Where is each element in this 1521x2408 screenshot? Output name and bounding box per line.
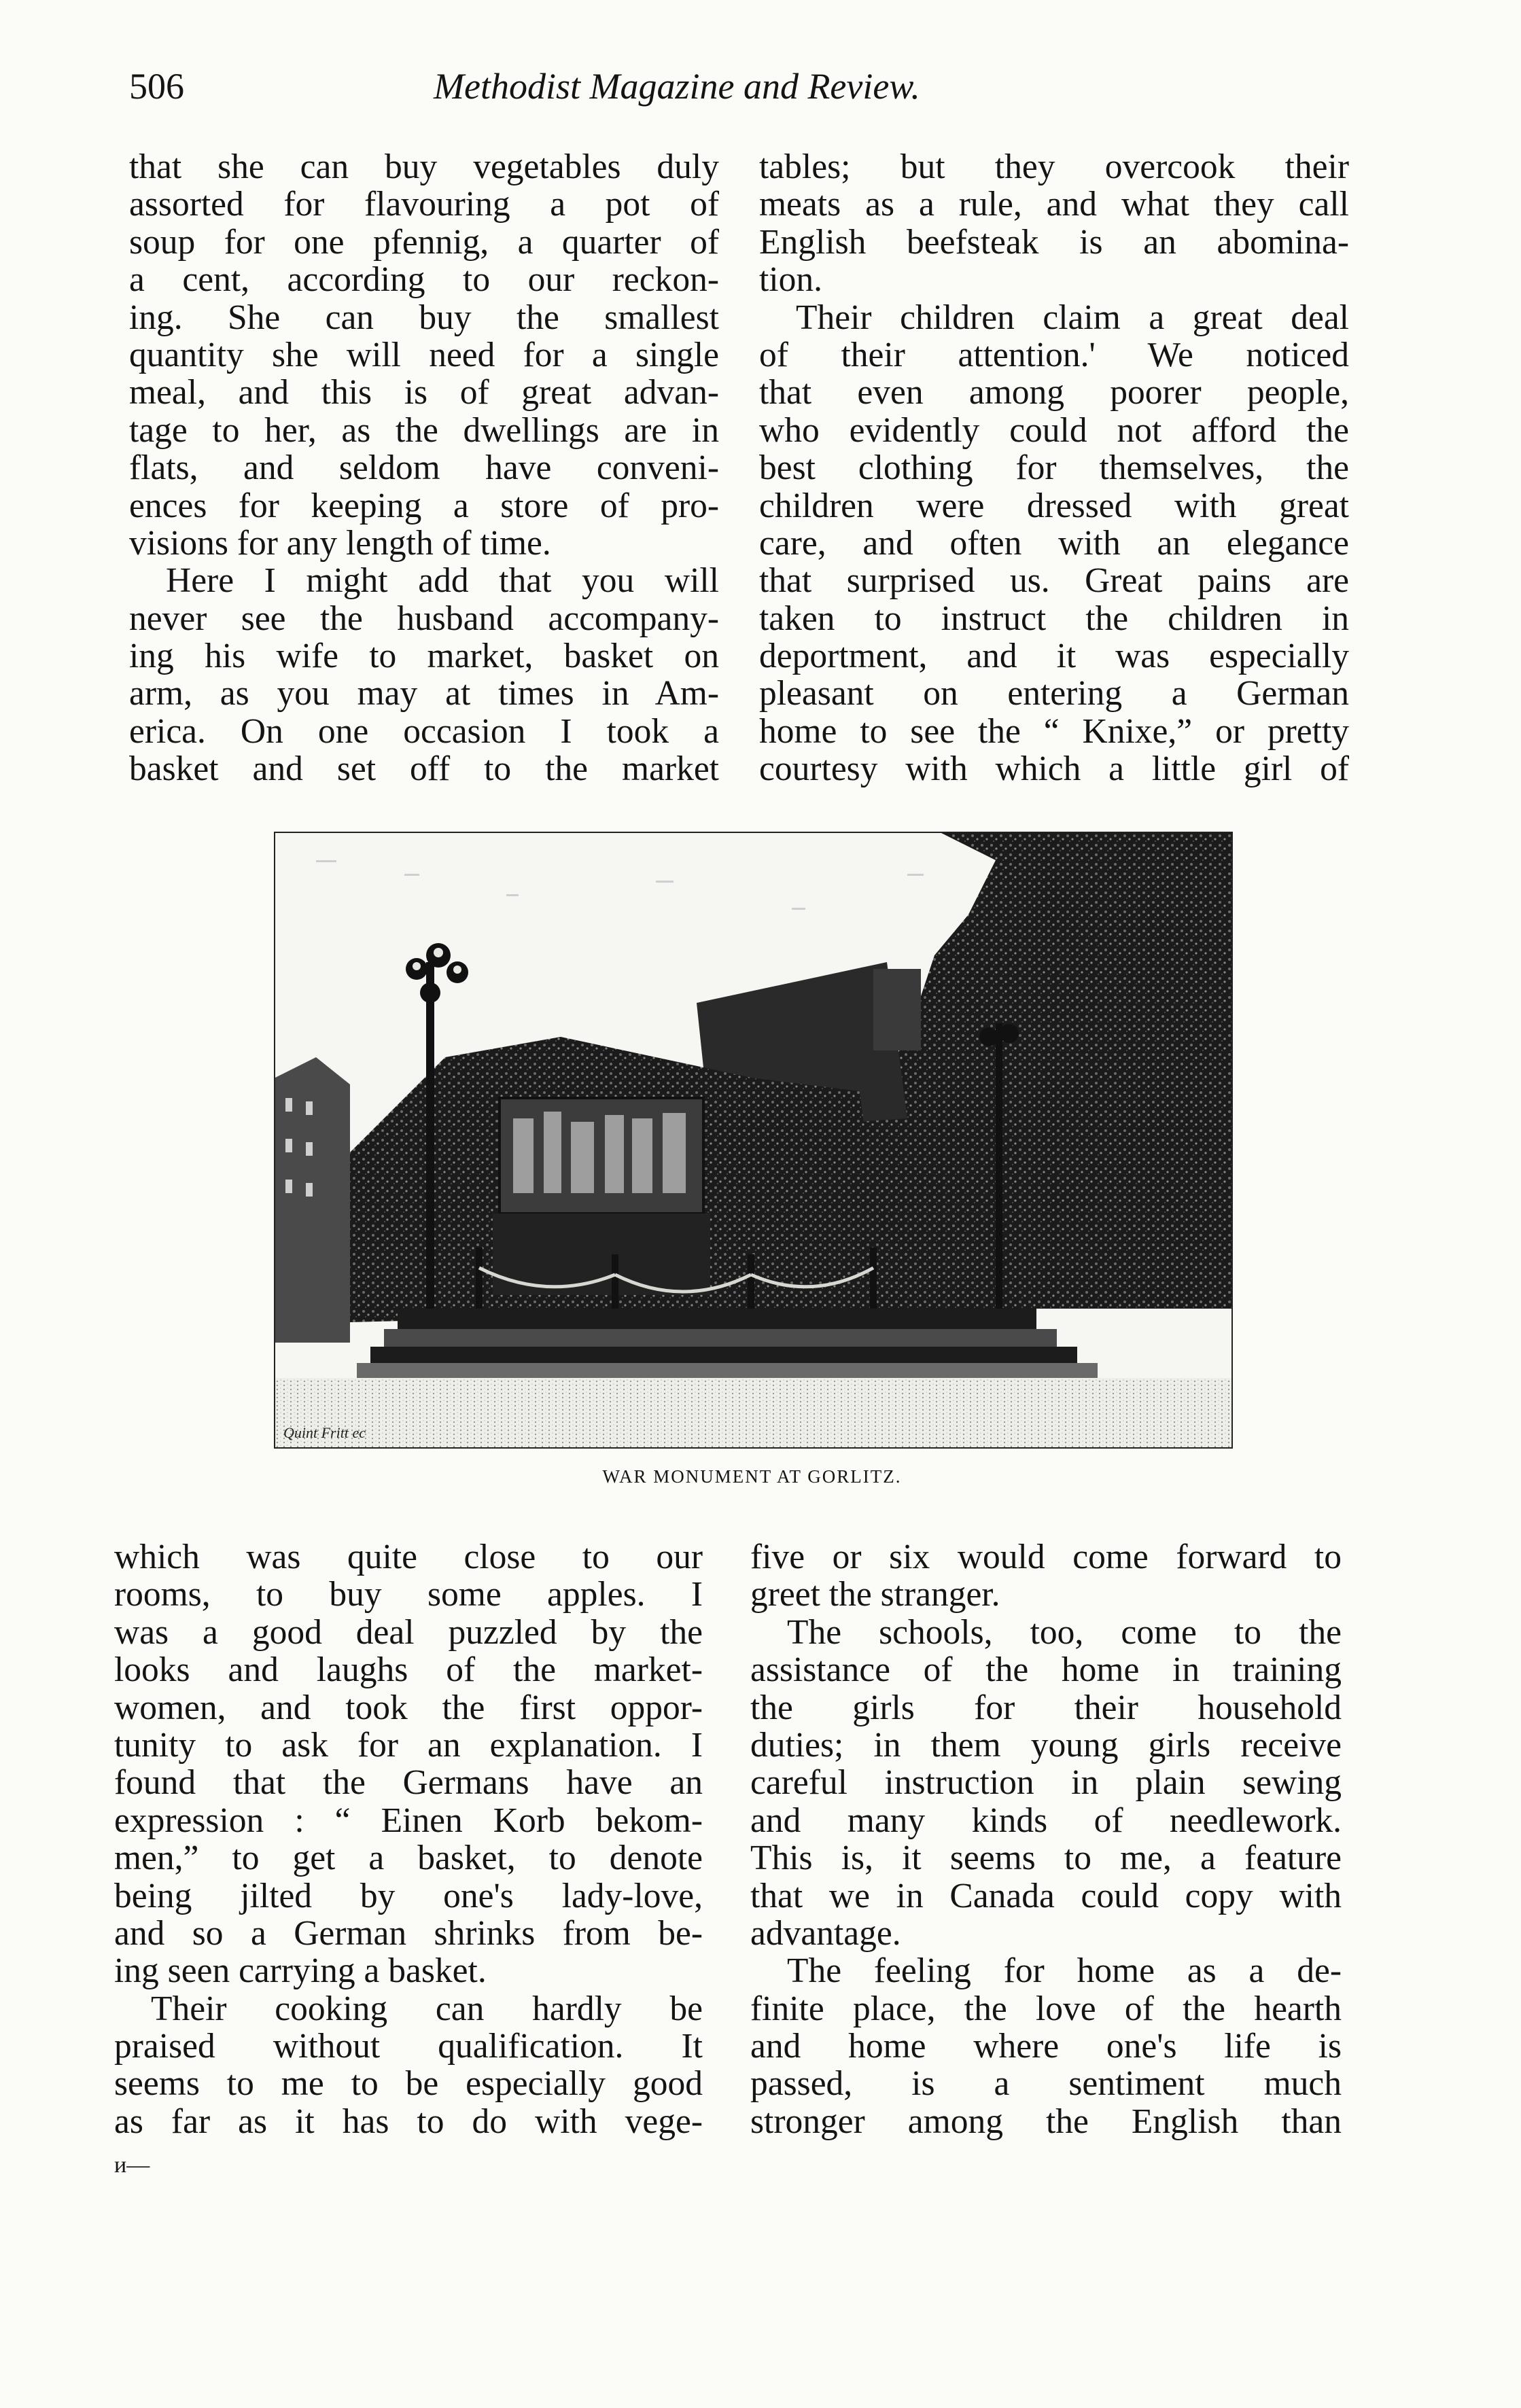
footer-mark: и—: [114, 2153, 150, 2178]
text-line: ing. She can buy the smallest: [129, 298, 719, 336]
text-line: deportment, and it was especially: [759, 637, 1349, 675]
text-line: tage to her, as the dwellings are in: [129, 411, 719, 450]
column-bottom-left: [114, 1538, 703, 2140]
text-line: best clothing for themselves, the: [759, 449, 1349, 487]
text-line: soup for one pfennig, a quarter of: [129, 223, 719, 262]
text-line: children were dressed with great: [759, 486, 1349, 525]
text-line: seems to me to be especially good: [114, 2065, 703, 2103]
running-head: [129, 65, 1030, 120]
text-line: taken to instruct the children in: [759, 599, 1349, 638]
text-line: expression : “ Einen Korb bekom-: [114, 1801, 703, 1840]
text-line: tables; but they overcook their: [759, 148, 1349, 186]
text-line: the girls for their household: [750, 1688, 1342, 1727]
text-line: never see the husband accompany-: [129, 599, 719, 638]
text-line: visions for any length of time.: [129, 524, 551, 563]
text-line: home to see the “ Knixe,” or pretty: [759, 712, 1349, 751]
engraver-mark: Quint Fritt ec: [283, 1424, 366, 1441]
text-line: This is, it seems to me, a feature: [750, 1839, 1342, 1877]
figure-caption: WAR MONUMENT AT GORLITZ.: [602, 1466, 902, 1487]
page-number: 506: [129, 66, 184, 107]
column-top-left: [129, 148, 719, 788]
text-line: being jilted by one's lady-love,: [114, 1877, 703, 1915]
text-line: that even among poorer people,: [759, 374, 1349, 412]
column-bottom-right: [750, 1538, 1342, 2140]
text-line: that surprised us. Great pains are: [759, 562, 1349, 600]
text-line: advantage.: [750, 1914, 901, 1953]
text-line: finite place, the love of the hearth: [750, 1989, 1342, 2028]
text-line: and so a German shrinks from be-: [114, 1914, 703, 1953]
text-line: and home where one's life is: [750, 2028, 1342, 2066]
text-line: found that the Germans have an: [114, 1764, 703, 1802]
text-line: ences for keeping a store of pro-: [129, 486, 719, 525]
text-line: arm, as you may at times in Am-: [129, 675, 719, 713]
running-title: Methodist Magazine and Review.: [434, 66, 920, 107]
text-line: Their children claim a great deal: [796, 298, 1349, 336]
text-line: that she can buy vegetables duly: [129, 148, 719, 186]
text-line: of their attention.' We noticed: [759, 336, 1349, 374]
text-line: erica. On one occasion I took a: [129, 712, 719, 751]
text-line: passed, is a sentiment much: [750, 2065, 1342, 2103]
text-line: meal, and this is of great advan-: [129, 374, 719, 412]
text-line: praised without qualification. It: [114, 2028, 703, 2066]
text-line: assistance of the home in training: [750, 1651, 1342, 1689]
text-line: stronger among the English than: [750, 2102, 1342, 2141]
text-line: which was quite close to our: [114, 1538, 703, 1576]
text-line: Their cooking can hardly be: [151, 1989, 703, 2028]
text-line: as far as it has to do with vege-: [114, 2102, 703, 2141]
text-line: five or six would come forward to: [750, 1538, 1342, 1576]
text-line: meats as a rule, and what they call: [759, 185, 1349, 224]
text-line: tunity to ask for an explanation. I: [114, 1726, 703, 1765]
column-top-right: [759, 148, 1349, 788]
text-line: assorted for flavouring a pot of: [129, 185, 719, 224]
text-line: ing his wife to market, basket on: [129, 637, 719, 675]
text-line: and many kinds of needlework.: [750, 1801, 1342, 1840]
text-line: care, and often with an elegance: [759, 524, 1349, 563]
text-line: quantity she will need for a single: [129, 336, 719, 374]
text-line: duties; in them young girls receive: [750, 1726, 1342, 1765]
text-line: ing seen carrying a basket.: [114, 1952, 487, 1990]
text-line: courtesy with which a little girl of: [759, 750, 1349, 788]
text-line: Here I might add that you will: [166, 562, 719, 600]
text-line: that we in Canada could copy with: [750, 1877, 1342, 1915]
text-line: greet the stranger.: [750, 1576, 1000, 1614]
text-line: women, and took the first oppor-: [114, 1688, 703, 1727]
text-line: pleasant on entering a German: [759, 675, 1349, 713]
text-line: men,” to get a basket, to denote: [114, 1839, 703, 1877]
text-line: flats, and seldom have conveni-: [129, 449, 719, 487]
text-line: basket and set off to the market: [129, 750, 719, 788]
text-line: a cent, according to our reckon-: [129, 261, 719, 299]
text-line: tion.: [759, 261, 822, 299]
text-line: who evidently could not afford the: [759, 411, 1349, 450]
text-line: rooms, to buy some apples. I: [114, 1576, 703, 1614]
text-line: English beefsteak is an abomina-: [759, 223, 1349, 262]
war-monument-illustration: [274, 832, 1233, 1449]
text-line: was a good deal puzzled by the: [114, 1613, 703, 1652]
text-line: careful instruction in plain sewing: [750, 1764, 1342, 1802]
text-line: looks and laughs of the market-: [114, 1651, 703, 1689]
text-line: The feeling for home as a de-: [787, 1952, 1342, 1990]
text-line: The schools, too, come to the: [787, 1613, 1342, 1652]
engraving-image: [275, 833, 1231, 1447]
